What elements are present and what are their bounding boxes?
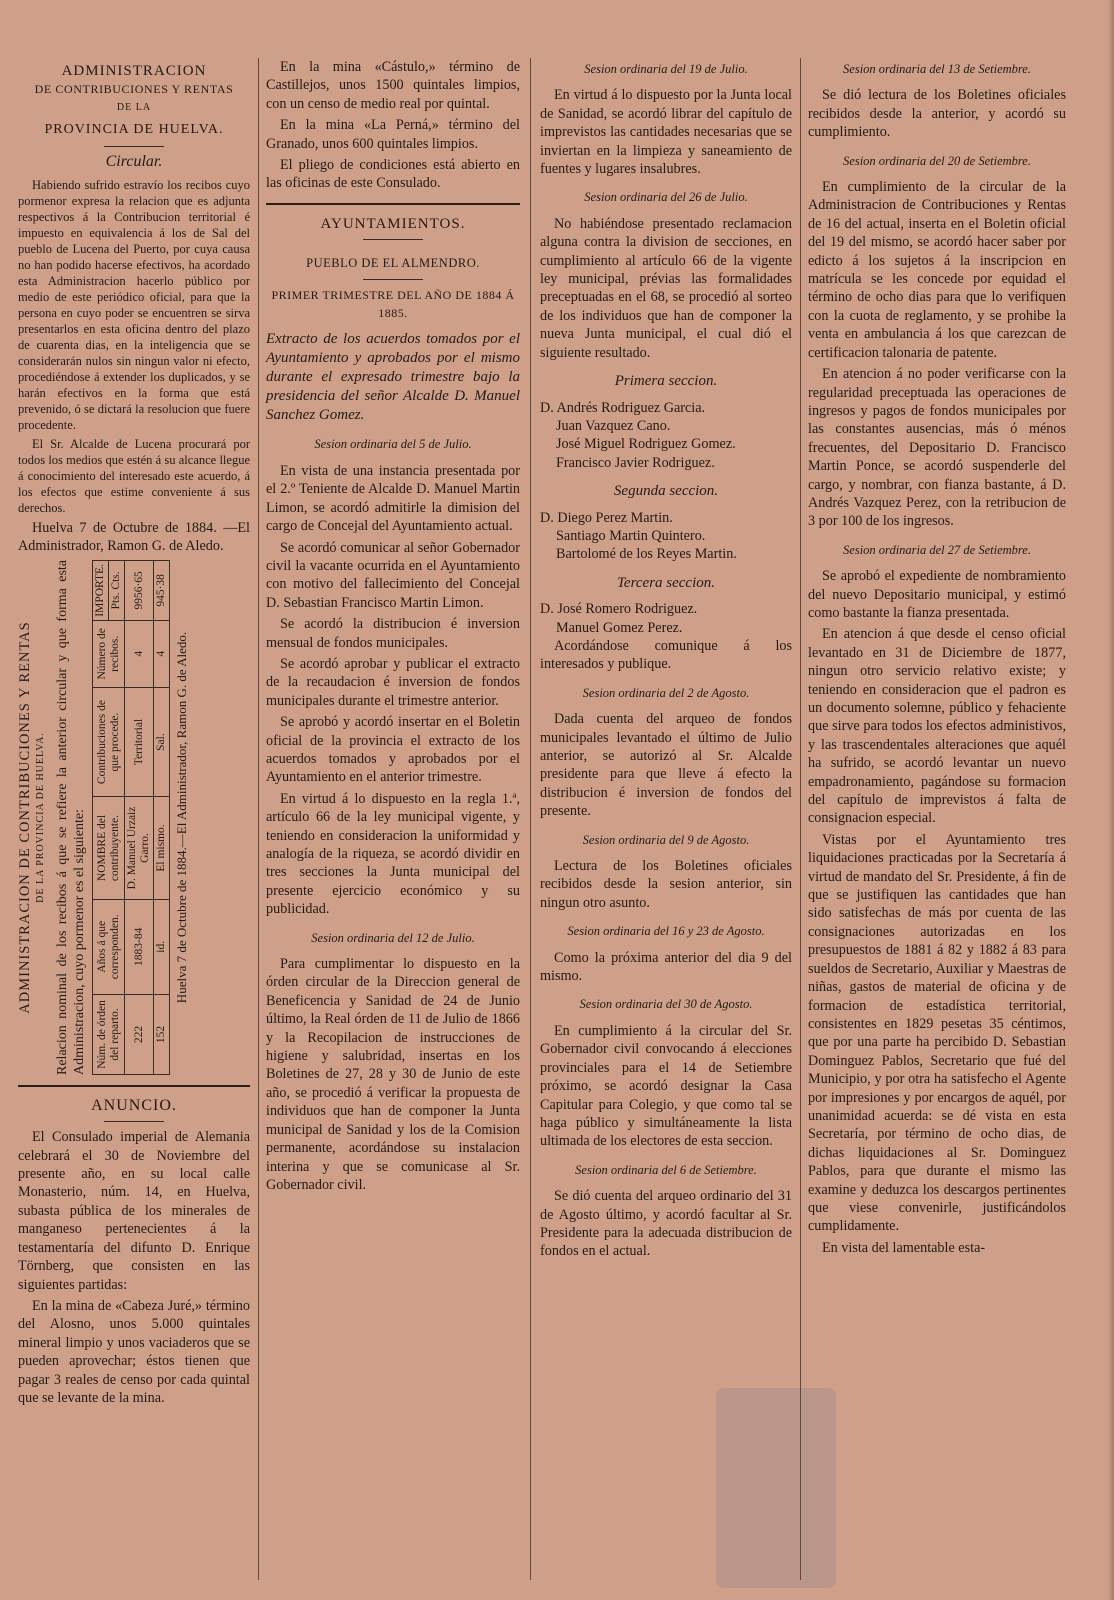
anuncio-paragraph: En la mina «La Perná,» término del Granado, unos 600 quintales limpios. (266, 117, 520, 152)
table-subtitle: DE LA PROVINCIA DE HUELVA. (35, 731, 46, 903)
column-1 (18, 58, 250, 1410)
divider (363, 279, 423, 280)
cell-num: 222 (125, 994, 154, 1074)
name-entry: José Miguel Rodriguez Gomez. (556, 436, 736, 453)
sesion-title: Sesion ordinaria del 26 de Julio. (584, 190, 748, 205)
anuncio-paragraph: En la mina de «Cabeza Juré,» término del Alosno, unos 5.000 quintales mineral limpio y unos vaciaderos que se pueden aprovechar; éstos tienen que pagar 3 reales de censo por cada quintal que se levante de la mina. (18, 1297, 250, 1406)
sesion-title: Sesion ordinaria del 9 de Agosto. (582, 832, 750, 847)
section-rule (18, 1085, 250, 1087)
sesion-paragraph: Vistas por el Ayuntamiento tres liquidaciones practicadas por la Secretaría á virtud de mandato del Sr. Presidente, á fin de que se justifiquen las cantidades que han sido satisfechas de más por cuenta de las consignaciones autorizadas en los presupuestos de 1881 á 82 y 1882 á 83 para sueldos de Secretario, Auxiliar y Maestras de niñas, gastos de material de oficina y de formacion de estadística territorial, consistentes en 1829 pesetas 35 céntimos, que por una parte ha percibido D. Sebastian Dominguez Pablos, Secretario que fué del Municipio, y por otra ha satisfecho el Agente por impresiones y por encargos de aquél, por unanimidad acuerda: se dé vista en esta Secretaría, por término de ocho dias, de dichas liquidaciones al Sr. Dominguez Pablos, para que durante el mismo las examine y deduzca los descargos pertinentes que viese convenirle, justificándolos cumplidamente. (808, 831, 1066, 1235)
trimestre-title: PRIMER TRIMESTRE DEL AÑO DE 1884 Á 1885. (271, 287, 515, 321)
sesion-title: Sesion ordinaria del 16 y 23 de Agosto. (567, 924, 765, 939)
name-entry: D. José Romero Rodriguez. (540, 601, 698, 618)
divider (104, 1121, 164, 1122)
sesion-title: Sesion ordinaria del 30 de Agosto. (579, 997, 753, 1012)
sesion-title: Sesion ordinaria del 6 de Setiembre. (575, 1162, 757, 1177)
seccion-title: Tercera seccion. (616, 574, 716, 591)
divider (363, 239, 423, 240)
seccion-title: Primera seccion. (614, 373, 718, 390)
seccion-names (540, 600, 792, 637)
sesion-paragraph: Se acordó la distribucion é inversion mensual de fondos municipales. (266, 616, 520, 651)
section-rule (266, 203, 520, 205)
col-header-contrib: Contribuciones de que procede. (93, 687, 125, 796)
cell-contrib: Sal. (154, 687, 170, 796)
column-4 (808, 58, 1066, 1260)
circular-paragraph: El Sr. Alcalde de Lucena procurará por todos los medios que estén á su alcance llegue á conocimiento del interesado este acuerdo, á los efectos que estime conveniente á sus derechos. (18, 437, 250, 516)
cell-importe: 945·38 (154, 560, 170, 620)
sesion-paragraph: Acordándose comunique á los interesados y publique. (540, 637, 792, 673)
name-entry: Manuel Gomez Perez. (556, 619, 683, 636)
sesion-paragraph: Para cumplimentar lo dispuesto en la órden circular de la Direccion general de Beneficencia y Sanidad de 24 de Junio último, la Real órden de 11 de Julio de 1866 y la Recopilacion de instrucciones de higiene y salubridad, insertas en los Boletines de 27, 28 y 30 de Junio de este año, se procedió á verificar la propuesta de individuos que han de componer la Junta municipal de Sanidad y los de la Comision permanente, acordándose su instalacion interina y que se comunicase al Sr. Gobernador civil. (266, 956, 520, 1193)
sesion-title: Sesion ordinaria del 5 de Julio. (314, 437, 472, 452)
seccion-names (540, 509, 792, 564)
admin-header-line1: ADMINISTRACION (61, 63, 207, 79)
name-entry: Santiago Martin Quintero. (556, 527, 706, 544)
sesion-paragraph: No habiéndose presentado reclamacion alguna contra la division de secciones, en cumplimiento al artículo 66 de la vigente ley municipal, prévias las formalidades preceptuadas en el 68, se procedió al sorteo de los individuos que han de componer la nueva Junta municipal, el cual dió el siguiente resultado. (540, 215, 792, 361)
ayuntamientos-title: AYUNTAMIENTOS. (320, 215, 466, 232)
anuncio-paragraph: El pliego de condiciones está abierto en las oficinas de este Consulado. (266, 157, 520, 192)
cell-nombre: El mismo. (154, 797, 170, 900)
table-row (154, 560, 170, 1074)
col-header-nombre: NOMBRE del contribuyente. (93, 797, 125, 900)
sesion-title: Sesion ordinaria del 20 de Setiembre. (843, 153, 1031, 168)
table-row (125, 560, 154, 1074)
seccion-title: Segunda seccion. (613, 483, 719, 500)
name-entry: D. Diego Perez Martin. (540, 509, 673, 526)
column-3 (540, 58, 792, 1264)
seccion-names (540, 399, 792, 473)
anuncio-paragraph: En la mina «Cástulo,» término de Castillejos, unos 1500 quintales limpios, con un censo de medio real por quintal. (266, 59, 520, 112)
name-entry: Juan Vazquez Cano. (556, 417, 671, 434)
extracto-text: Extracto de los acuerdos tomados por el Ayuntamiento y aprobados por el mismo durante el expresado trimestre bajo la presidencia del señor Alcalde D. Manuel Sanchez Gomez. (266, 331, 520, 424)
cell-numero: 4 (125, 620, 154, 687)
receipts-table (92, 560, 170, 1075)
column-divider (530, 58, 531, 1580)
rotated-receipts-table (18, 560, 250, 1075)
cell-numero: 4 (154, 620, 170, 687)
sesion-paragraph: En virtud á lo dispuesto en la regla 1.ª, artículo 66 de la ley municipal vigente, y teniendo en consideracion la uniformidad y analogía de la riqueza, se acordó dividir en tres secciones la Junta municipal del presente ejercicio económico y su publicidad. (266, 790, 520, 918)
sesion-paragraph: En vista del lamentable esta- (822, 1239, 986, 1256)
sesion-title: Sesion ordinaria del 27 de Setiembre. (843, 542, 1031, 557)
sesion-paragraph: Como la próxima anterior del dia 9 del mismo. (540, 949, 792, 985)
pueblo-title: PUEBLO DE EL ALMENDRO. (306, 256, 480, 271)
name-entry: D. Andrés Rodriguez Garcia. (540, 399, 706, 416)
sesion-paragraph: En virtud á lo dispuesto por la Junta local de Sanidad, se acordó librar del capítulo de imprevistos las cantidades necesarias que se inviertan en la limpieza y saneamiento de fuentes y lugares insalubres. (540, 87, 792, 178)
sesion-paragraph: En cumplimiento á la circular del Sr. Gobernador civil convocando á elecciones provinciales para el 14 de Setiembre próximo, se acordó designar la Casa Capitular para Colegio, y que como tal se haga público y simultáneamente la lista ultimada de los electores de esta seccion. (540, 1022, 792, 1150)
col-header-importe: IMPORTE. (93, 560, 109, 620)
table-title: ADMINISTRACION DE CONTRIBUCIONES Y RENTAS (17, 621, 33, 1014)
admin-header-line3: DE LA (116, 101, 152, 113)
column-2 (266, 58, 520, 1197)
anuncio-title: ANUNCIO. (91, 1096, 177, 1114)
circular-title: Circular. (105, 152, 163, 170)
circular-paragraph: Habiendo sufrido estravío los recibos cuyo pormenor expresa la relacion que es adjunta respectivos á la Contribucion territorial é impuesto en equivalencia á los de Sal del pueblo de Lucena del Puerto, por cuya causa no han podido hacerse efectivos, ha acordado esta Administracion hacerlo público por medio de este periódico oficial, para que la persona en cuyo poder se encuentren se sirva presentarlos en esta oficina dentro del plazo de cuarenta dias, en la inteligencia que se considerarán nulos sin ningun valor ni efecto, procediéndose á extender los duplicados, y se harán efectivos en la forma que está prevenido, ó se dictará la resolucion que fuere procedente. (18, 178, 250, 433)
cell-anos: id. (154, 899, 170, 994)
sesion-title: Sesion ordinaria del 19 de Julio. (584, 62, 748, 76)
anuncio-paragraph: El Consulado imperial de Alemania celebrará el 30 de Noviembre del presente año, en su local calle Monasterio, núm. 14, en Huelva, subasta pública de los minerales de manganeso pertenecientes á la testamentaría del difunto D. Enrique Törnberg, que consisten en las siguientes partidas: (18, 1129, 250, 1293)
sesion-paragraph: En atencion á que desde el censo oficial levantado en 31 de Diciembre de 1877, ningun otro servicio relativo existe; y teniendo en consideracion que el padron es un documento solemne, público y fehaciente que sirve para todos los efectos administivos, y las trascendentales alteraciones que aquél ha sufrido, se acordó levantar un nuevo empadronamiento, pagándose su formacion del capítulo de imprevistos á falta de consignacion especial. (808, 626, 1066, 827)
cell-nombre: D. Manuel Urzaiz Garro. (125, 797, 154, 900)
admin-header-line4: PROVINCIA DE HUELVA. (44, 122, 224, 138)
sesion-paragraph: Se aprobó el expediente de nombramiento del nuevo Depositario municipal, y estimó como bastante la fianza presentada. (808, 568, 1066, 621)
col-header-anos: Años á que corresponden. (93, 899, 125, 994)
table-intro: Relacion nominal de los recibos á que se refiere la anterior circular y que forma esta Administracion, cuyo pormenor es el siguiente: (55, 559, 87, 1075)
sesion-paragraph: En atencion á no poder verificarse con la regularidad preceptuada las operaciones de ingresos y pagos de fondos municipales por las constantes ausencias, más ó ménos frecuentes, del Depositario D. Francisco Martin Ponce, se acordó suspenderle del cargo, y nombrar, con fianza bastante, á D. Andrés Vazquez Perez, con la retribucion de 3 por 100 de los ingresos. (808, 366, 1066, 530)
col-header-numero: Número de recibos. (93, 620, 125, 687)
sesion-paragraph: Se dió cuenta del arqueo ordinario del 31 de Agosto último, y acordó facultar al Sr. Presidente para la adecuada distribucion de fondos en el actual. (540, 1188, 792, 1260)
sesion-title: Sesion ordinaria del 13 de Setiembre. (843, 62, 1031, 76)
sesion-paragraph: En cumplimiento de la circular de la Administracion de Contribuciones y Rentas de 16 del actual, inserta en el Boletin oficial del 19 del mismo, se acordó hacer saber por edicto á los sujetos á la inscripcion en matrícula se les concede por equidad el término de ocho dias para que lo verifiquen con la cuota de reglamento, y se prohibe la venta en ambulancia á los que carezcan de certificacion talonaria de patente. (808, 179, 1066, 361)
column-divider (800, 58, 801, 1580)
sesion-paragraph: En vista de una instancia presentada por el 2.º Teniente de Alcalde D. Manuel Martin Limon, se acordó admitirle la dimision del cargo de Concejal del Ayuntamiento actual. (266, 462, 520, 535)
watermark-stamp (716, 1388, 836, 1588)
sesion-paragraph: Se acordó aprobar y publicar el extracto de la recaudacion é inversion de fondos municipales durante el trimestre anterior. (266, 655, 520, 709)
admin-header-line2: DE CONTRIBUCIONES Y RENTAS (34, 82, 234, 97)
sesion-paragraph: Dada cuenta del arqueo de fondos municipales levantado el último de Julio anterior, se autorizó al Sr. Alcalde presidente para que lleve á efecto la distribucion é inversion de fondos del presente. (540, 711, 792, 820)
column-divider (258, 58, 259, 1580)
name-entry: Francisco Javier Rodriguez. (556, 454, 715, 471)
sesion-paragraph: Se dió lectura de los Boletines oficiales recibidos desde la anterior, y acordó su cumplimiento. (808, 87, 1066, 141)
cell-num: 152 (154, 994, 170, 1074)
cell-contrib: Territorial (125, 687, 154, 796)
page-edge-shadow (1108, 0, 1114, 1600)
sesion-paragraph: Se aprobó y acordó insertar en el Boletin oficial de la provincia el extracto de los acuerdos tomados y aprobados por el Ayuntamiento en el anterior trimestre. (266, 714, 520, 786)
col-header-pts: Pts. Cts. (109, 560, 125, 620)
cell-anos: 1883-84 (125, 899, 154, 994)
circular-signature: Huelva 7 de Octubre de 1884. —El Administrador, Ramon G. de Aledo. (18, 520, 250, 555)
sesion-paragraph: Lectura de los Boletines oficiales recibidos desde la sesion anterior, sin ningun otro asunto. (540, 858, 792, 911)
sesion-title: Sesion ordinaria del 12 de Julio. (311, 930, 475, 945)
col-header-num: Núm. de órden del reparto. (93, 994, 125, 1074)
name-entry: Bartolomé de los Reyes Martin. (556, 546, 737, 563)
cell-importe: 9956·65 (125, 560, 154, 620)
table-footer: Huelva 7 de Octubre de 1884.—El Administrador, Ramon G. de Aledo. (174, 631, 189, 1004)
sesion-paragraph: Se acordó comunicar al señor Gobernador civil la vacante ocurrida en el Ayuntamiento con motivo del fallecimiento del Concejal D. Sebastian Francisco Martin Limon. (266, 539, 520, 611)
divider (104, 146, 164, 147)
sesion-title: Sesion ordinaria del 2 de Agosto. (582, 685, 750, 700)
